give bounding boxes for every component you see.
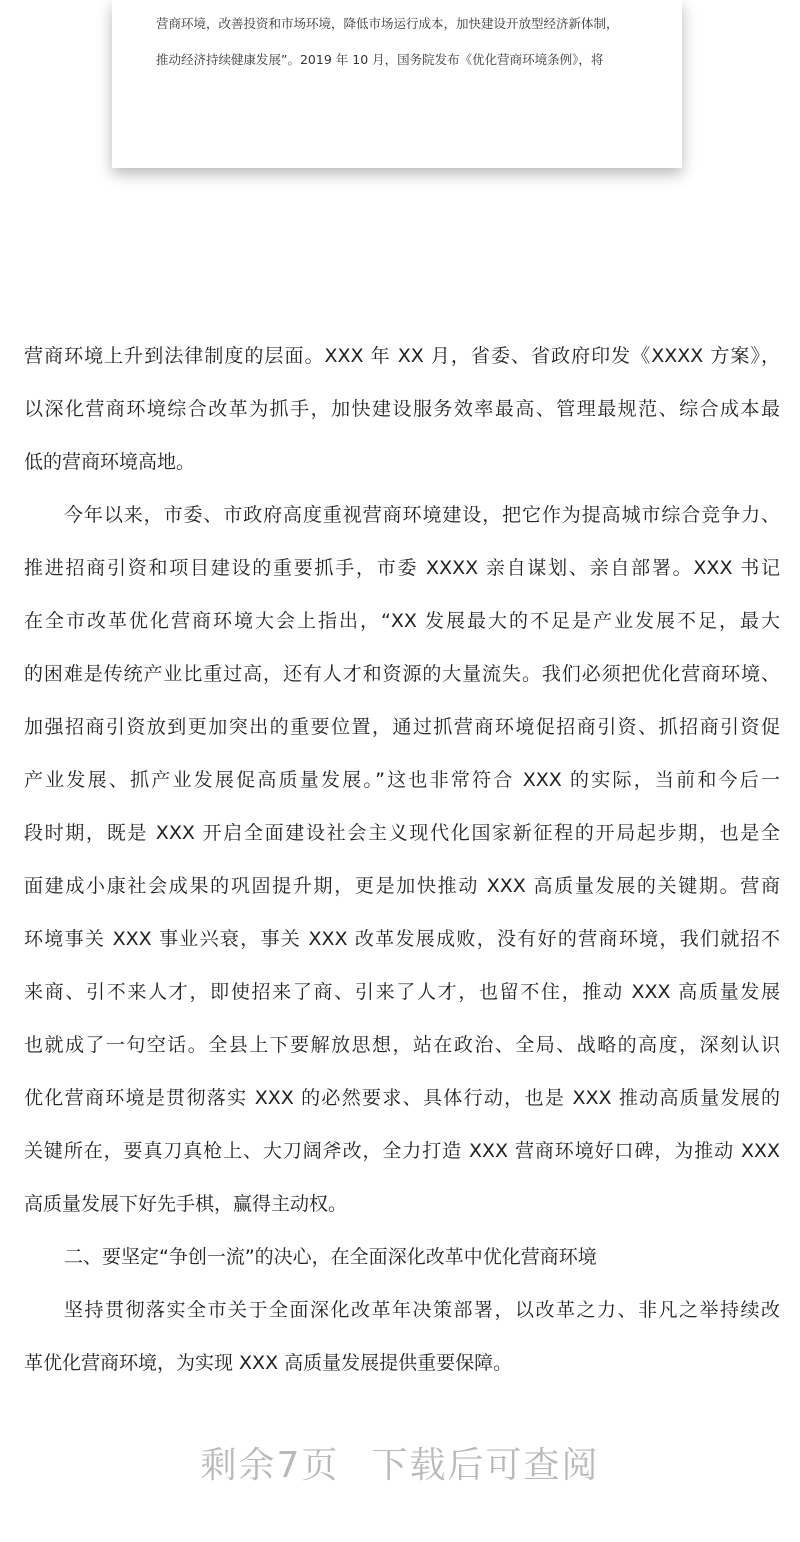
download-prompt[interactable] bbox=[0, 1437, 800, 1488]
paragraph bbox=[24, 489, 780, 1231]
text-line: 低的营商环境高地。 bbox=[24, 451, 196, 473]
remaining-pages-label: 剩余7页 bbox=[200, 1445, 340, 1486]
paragraph bbox=[24, 330, 780, 489]
text-line: 的困难是传统产业比重过高，还有人才和资源的大量流失。我们必须把优化营商环境、 bbox=[24, 663, 780, 685]
text-line: 关键所在，要真刀真枪上、大刀阔斧改，全力打造 XXX 营商环境好口碑，为推动 XXX bbox=[24, 1140, 780, 1162]
download-to-view-label: 下载后可查阅 bbox=[371, 1445, 600, 1486]
text-line: 今年以来，市委、市政府高度重视营商环境建设，把它作为提高城市综合竞争力、 bbox=[64, 504, 780, 526]
section-heading bbox=[24, 1231, 780, 1284]
text-line: 推进招商引资和项目建设的重要抓手，市委 XXXX 亲自谋划、亲自部署。XXX 书记 bbox=[24, 557, 780, 579]
text-line: 也就成了一句空话。全县上下要解放思想，站在政治、全局、战略的高度，深刻认识 bbox=[24, 1034, 780, 1056]
text-line: 在全市改革优化营商环境大会上指出，“XX 发展最大的不足是产业发展不足，最大 bbox=[24, 610, 780, 632]
document-body bbox=[24, 330, 780, 1390]
preview-page-card bbox=[112, 0, 682, 168]
text-line: 营商环境上升到法律制度的层面。XXX 年 XX 月，省委、省政府印发《XXXX 方案》， bbox=[24, 345, 780, 367]
text-line: 以深化营商环境综合改革为抓手，加快建设服务效率最高、管理最规范、综合成本最 bbox=[24, 398, 780, 420]
text-line: 优化营商环境是贯彻落实 XXX 的必然要求、具体行动，也是 XXX 推动高质量发展的 bbox=[24, 1087, 780, 1109]
text-line: 环境事关 XXX 事业兴衰，事关 XXX 改革发展成败，没有好的营商环境，我们就招不 bbox=[24, 928, 780, 950]
preview-line: 推动经济持续健康发展”。2019 年 10 月，国务院发布《优化营商环境条例》，将 bbox=[156, 52, 604, 67]
text-line: 坚持贯彻落实全市关于全面深化改革年决策部署，以改革之力、非凡之举持续改 bbox=[64, 1299, 780, 1321]
paragraph bbox=[24, 1284, 780, 1390]
text-line: 高质量发展下好先手棋，赢得主动权。 bbox=[24, 1193, 348, 1215]
text-line: 面建成小康社会成果的巩固提升期，更是加快推动 XXX 高质量发展的关键期。营商 bbox=[24, 875, 780, 897]
text-line: 二、要坚定“争创一流”的决心，在全面深化改革中优化营商环境 bbox=[64, 1246, 597, 1268]
text-line: 段时期，既是 XXX 开启全面建设社会主义现代化国家新征程的开局起步期，也是全 bbox=[24, 822, 780, 844]
preview-line: 营商环境，改善投资和市场环境，降低市场运行成本，加快建设开放型经济新体制， bbox=[156, 16, 619, 31]
text-line: 革优化营商环境，为实现 XXX 高质量发展提供重要保障。 bbox=[24, 1352, 513, 1374]
text-line: 加强招商引资放到更加突出的重要位置，通过抓营商环境促招商引资、抓招商引资促 bbox=[24, 716, 780, 738]
text-line: 产业发展、抓产业发展促高质量发展。”这也非常符合 XXX 的实际，当前和今后一 bbox=[24, 769, 780, 791]
text-line: 来商、引不来人才，即使招来了商、引来了人才，也留不住，推动 XXX 高质量发展 bbox=[24, 981, 780, 1003]
